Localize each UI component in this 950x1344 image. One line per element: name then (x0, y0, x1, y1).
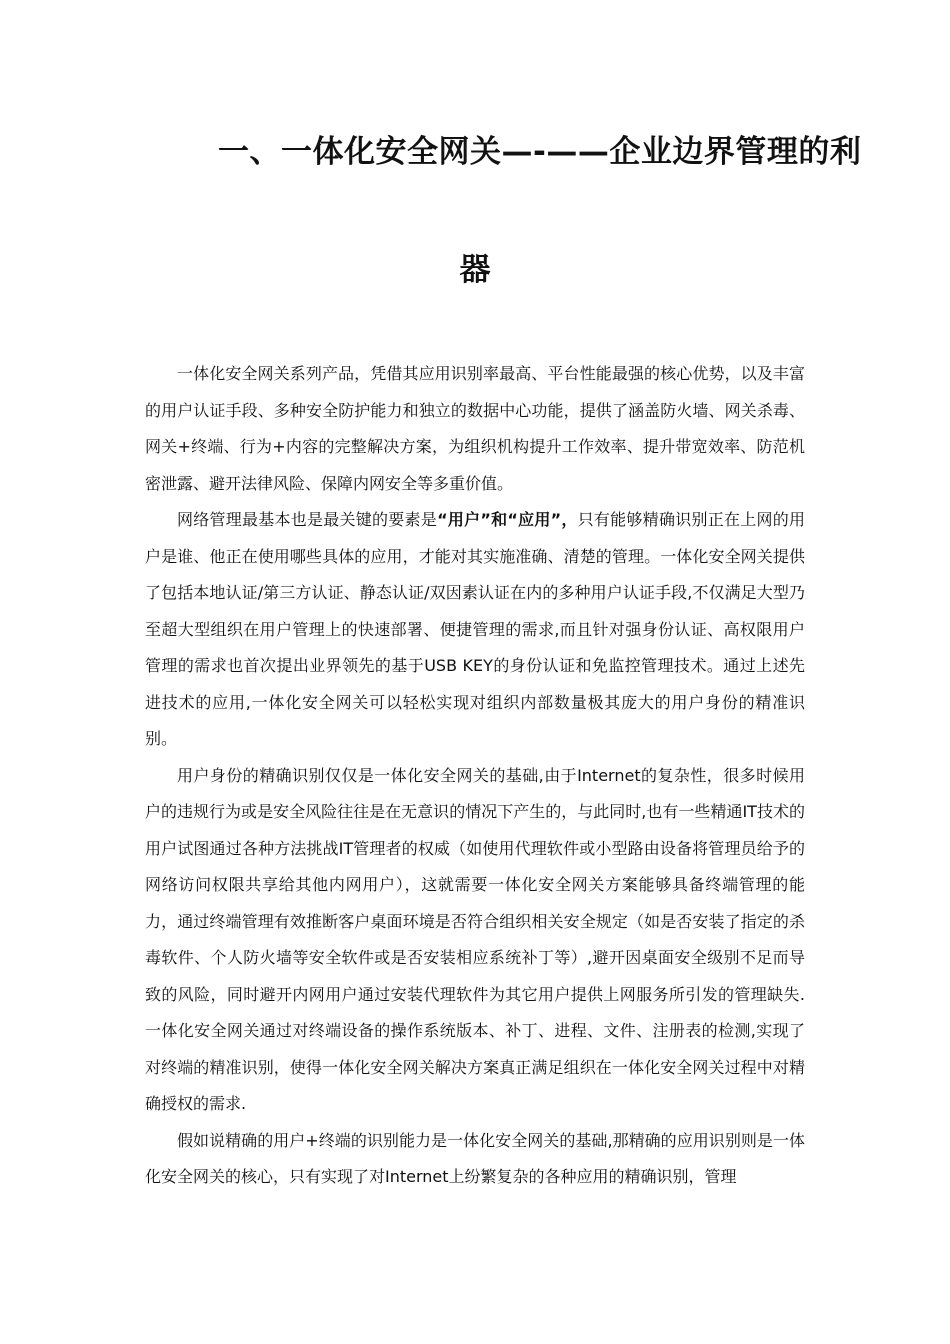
document-body (145, 356, 805, 1196)
paragraph-2-lead: 网络管理最基本也是最关键的要素是 (177, 510, 438, 529)
document-title: 一、一体化安全网关—-——企业边界管理的利 (218, 134, 862, 170)
paragraph-2 (145, 502, 805, 758)
paragraph-3: 用户身份的精确识别仅仅是一体化安全网关的基础,由于Internet的复杂性，很多时候用户的违规行为或是安全风险往往是在无意识的情况下产生的，与此同时,也有一些精通IT技术的用户试图通过各种方法挑战IT管理者的权威（如使用代理软件或小型路由设备将管理员给予的网络访问权限共享给其他内网用户），这就需要一体化安全网关方案能够具备终端管理的能力，通过终端管理有效推断客户桌面环境是否符合组织相关安全规定（如是否安装了指定的杀毒软件、个人防火墙等安全软件或是否安装相应系统补丁等）,避开因桌面安全级别不足而导致的风险，同时避开内网用户通过安装代理软件为其它用户提供上网服务所引发的管理缺失.一体化安全网关通过对终端设备的操作系统版本、补丁、进程、文件、注册表的检测,实现了对终端的精准识别，使得一体化安全网关解决方案真正满足组织在一体化安全网关过程中对精确授权的需求. (145, 765, 805, 1113)
paragraph-4: 假如说精确的用户+终端的识别能力是一体化安全网关的基础,那精确的应用识别则是一体化安全网关的核心，只有实现了对Internet上纷繁复杂的各种应用的精确识别，管理 (145, 1130, 805, 1186)
paragraph-2-rest: 只有能够精确识别正在上网的用户是谁、他正在使用哪些具体的应用，才能对其实施准确、清楚的管理。一体化安全网关提供了包括本地认证/第三方认证、静态认证/双因素认证在内的多种用户认证手段,不仅满足大型乃至超大型组织在用户管理上的快速部署、便捷管理的需求,而且针对强身份认证、高权限用户管理的需求也首次提出业界领先的基于USB KEY的身份认证和免监控管理技术。通过上述先进技术的应用,一体化安全网关可以轻松实现对组织内部数量极其庞大的用户身份的精准识别。 (145, 510, 805, 748)
paragraph-2-emphasis: “用户”和“应用”， (437, 510, 578, 529)
paragraph-1: 一体化安全网关系列产品，凭借其应用识别率最高、平台性能最强的核心优势，以及丰富的用户认证手段、多种安全防护能力和独立的数据中心功能，提供了涵盖防火墙、网关杀毒、网关+终端、行为+内容的完整解决方案，为组织机构提升工作效率、提升带宽效率、防范机密泄露、避开法律风险、保障内网安全等多重价值。 (145, 364, 805, 493)
document-title-continuation: 器 (459, 252, 491, 288)
